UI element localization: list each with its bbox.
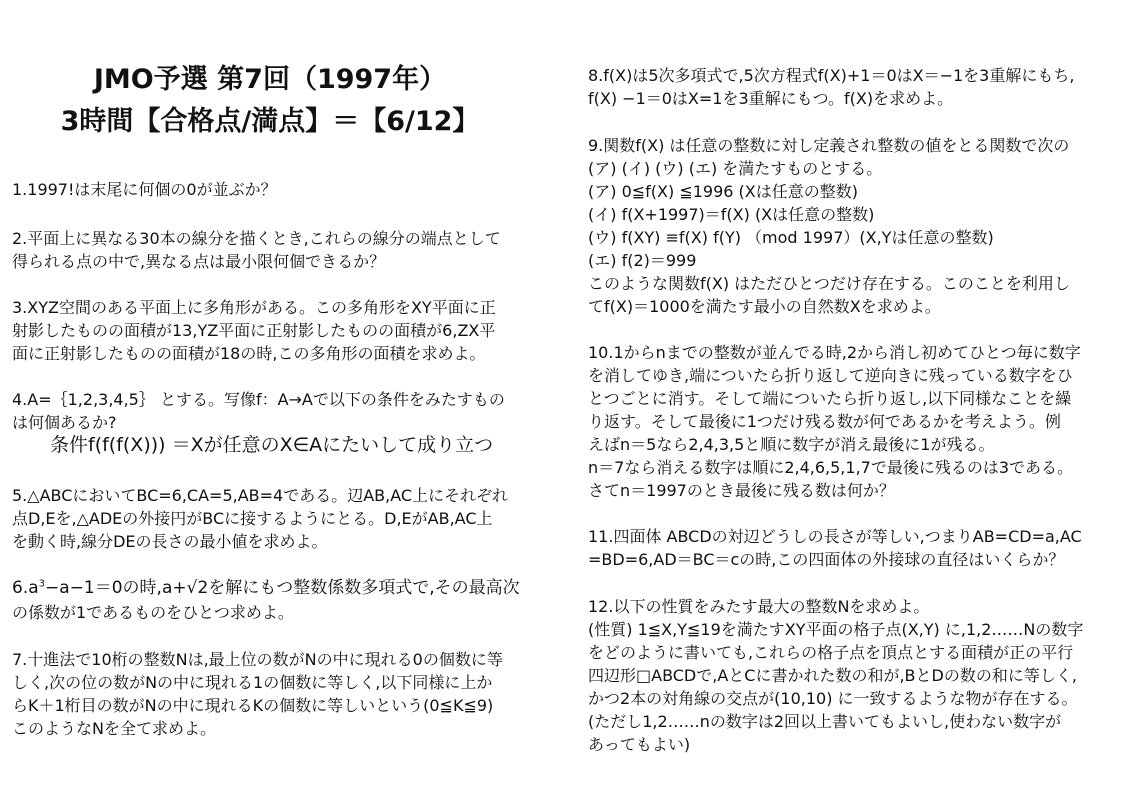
problem-7-line: このようなNを全て求めよ。 [12, 719, 216, 738]
problem-1-line: 1.1997!は末尾に何個の0が並ぶか？ [12, 180, 277, 199]
problem-2-line: 得られる点の中で,異なる点は最小限何個できるか？ [12, 252, 386, 271]
problem-6-exponent: 3 [38, 578, 46, 590]
problem-11-line: =BD=6,AD＝BC＝cの時,この四面体の外接球の直径はいくらか？ [588, 550, 1065, 569]
problem-5-line: 5.△ABCにおいてBC=6,CA=5,AB=4である。辺AB,AC上にそれぞれ [12, 486, 509, 505]
problem-6-line-1 [12, 577, 520, 600]
problem-9-line: (イ) f(X+1997)＝f(X) (Xは任意の整数) [588, 205, 875, 224]
problem-7-line: らK＋1桁目の数がNの中に現れるKの個数に等しいという(0≦K≦9) [12, 696, 494, 715]
problem-6-prefix: 6.a [12, 578, 39, 598]
problem-10-line: 10.1からnまでの整数が並んでる時,2から消し初めてひとつ毎に数字 [588, 343, 1081, 362]
problem-4-condition: 条件f(f(f(X))) ＝Xが任意のX∈Aにたいして成り立つ [50, 434, 494, 456]
problem-12-line: (ただし1,2……nの数字は2回以上書いてもよいし,使わない数字が [588, 712, 1062, 731]
problem-10-line: n＝7なら消える数字は順に2,4,6,5,1,7で最後に残るのは3である。 [588, 458, 1074, 477]
problem-12-line: 四辺形□ABCDで,AとCに書かれた数の和が,BとDの数の和に等しく, [588, 666, 1077, 685]
problem-9-line: (ア) 0≦f(X) ≦1996 (Xは任意の整数) [588, 182, 858, 201]
problem-10-line: さてn＝1997のとき最後に残る数は何か？ [588, 481, 895, 500]
problem-10-line: り返す。そして最後に1つだけ残る数が何であるかを考えよう。例 [588, 412, 1061, 431]
problem-10-line: えばn＝5なら2,4,3,5と順に数字が消え最後に1が残る。 [588, 435, 995, 454]
problem-4-line: は何個あるか? [12, 413, 117, 432]
problem-12-line: (性質) 1≦X,Y≦19を満たすXY平面の格子点(X,Y) に,1,2……Nの数字 [588, 620, 1084, 639]
problem-7-line: 7.十進法で10桁の整数Nは,最上位の数がNの中に現れる0の個数に等 [12, 650, 503, 669]
problem-12-line: をどのように書いても,これらの格子点を頂点とする面積が正の平行 [588, 643, 1074, 662]
problem-10-line: とつごとに消す。そして端についたら折り返し,以下同様なことを繰 [588, 389, 1072, 408]
title-line-2: 3時間【合格点/満点】＝【6/12】 [60, 106, 480, 137]
problem-6-line: の係数が1であるものをひとつ求めよ。 [12, 603, 294, 622]
problem-11-line: 11.四面体 ABCDの対辺どうしの長さが等しい,つまりAB=CD=a,AC [588, 527, 1082, 546]
problem-6-rest: −a−1＝0の時,a+√2を解にもつ整数係数多項式で,その最高次 [45, 578, 520, 598]
title-line-1: JMO予選 第7回（1997年） [93, 64, 447, 95]
problem-8-line: 8.f(X)は5次多項式で,5次方程式f(X)+1＝0はX＝−1を3重解にもち, [588, 66, 1075, 85]
problem-9-line: このような関数f(X) はただひとつだけ存在する。このことを利用し [588, 274, 1070, 293]
problem-9-line: 9.関数f(X) は任意の整数に対し定義され整数の値をとる関数で次の [588, 136, 1070, 155]
problem-10-line: を消してゆき,端についたら折り返して逆向きに残っている数字をひ [588, 366, 1073, 385]
problem-12-line: かつ2本の対角線の交点が(10,10) に一致するような物が存在する。 [588, 689, 1078, 708]
problem-5-line: 点D,Eを,△ADEの外接円がBCに接するようにとる。D,EがAB,AC上 [12, 509, 493, 528]
problem-3-line: 面に正射影したものの面積が18の時,この多角形の面積を求めよ。 [12, 344, 486, 363]
problem-2-line: 2.平面上に異なる30本の線分を描くとき,これらの線分の端点として [12, 229, 501, 248]
problem-4-line: 4.A=｛1,2,3,4,5｝ とする。写像f：A→Aで以下の条件をみたすもの [12, 390, 505, 409]
problem-9-line: てf(X)＝1000を満たす最小の自然数Xを求めよ。 [588, 297, 941, 316]
problem-9-line: (ウ) f(XY) ≡f(X) f(Y) （mod 1997）(X,Yは任意の整数) [588, 228, 994, 247]
problem-12-line: あってもよい) [588, 735, 691, 754]
problem-3-line: 3.XYZ空間のある平面上に多角形がある。この多角形をXY平面に正 [12, 298, 496, 317]
problem-12-line: 12.以下の性質をみたす最大の整数Nを求めよ。 [588, 597, 930, 616]
problem-3-line: 射影したものの面積が13,YZ平面に正射影したものの面積が6,ZX平 [12, 321, 496, 340]
problem-9-line: (エ) f(2)＝999 [588, 251, 697, 270]
problem-5-line: を動く時,線分DEの長さの最小値を求めよ。 [12, 532, 328, 551]
problem-9-line: (ア) (イ) (ウ) (エ) を満たすものとする。 [588, 159, 883, 178]
problem-8-line: f(X) −1＝0はX=1を3重解にもつ。f(X)を求めよ。 [588, 89, 954, 108]
problem-7-line: しく,次の位の数がNの中に現れる1の個数に等しく,以下同様に上か [12, 673, 493, 692]
